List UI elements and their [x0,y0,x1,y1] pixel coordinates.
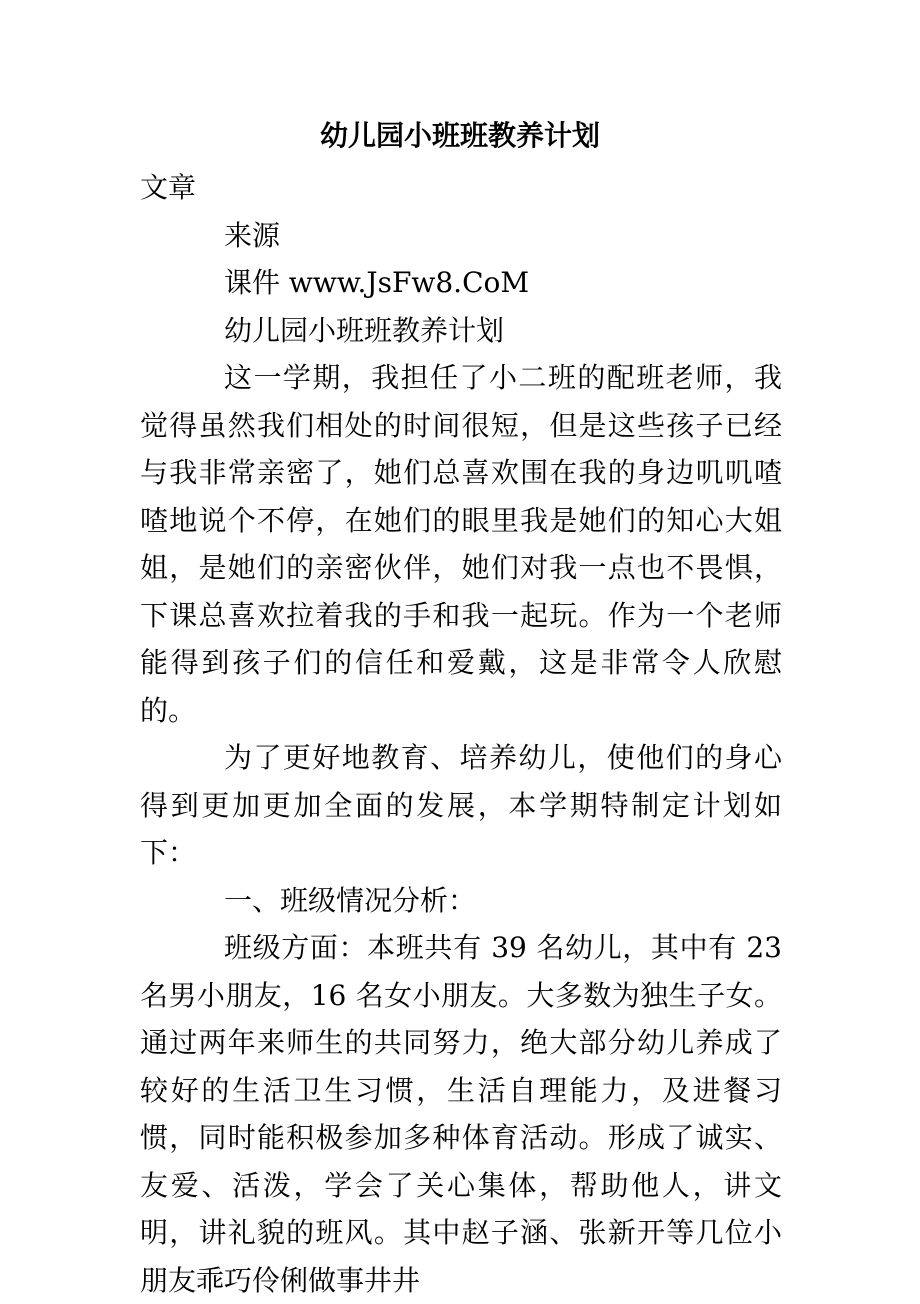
document-title: 幼儿园小班班教养计划 [319,119,600,152]
paragraph-article-label: 文章 [140,171,197,204]
paragraph-source-url: 课件 www.JsFw8.CoM [224,266,530,299]
paragraph-class-overview: 班级方面：本班共有 39 名幼儿，其中有 23 名男小朋友，16 名女小朋友。大多数为独生子女。通过两年来师生的共同努力，绝大部分幼儿养成了较好的生活卫生习惯，生活自理能力，及进餐习惯，同时能积极参加多种体育活动。形成了诚实、友爱、活泼，学会了关心集体，帮助他人，讲文明，讲礼貌的班风。其中赵子涵、张新开等几位小朋友乖巧伶俐做事井井 [140,931,782,1297]
paragraph-purpose: 为了更好地教育、培养幼儿，使他们的身心得到更加更加全面的发展，本学期特制定计划如下： [140,741,782,869]
document-body [140,164,782,1304]
section-heading-class-analysis: 一、班级情况分析： [224,883,477,917]
paragraph-intro: 这一学期，我担任了小二班的配班老师，我觉得虽然我们相处的时间很短，但是这些孩子已经与我非常亲密了，她们总喜欢围在我的身边叽叽喳喳地说个不停，在她们的眼里我是她们的知心大姐姐，是她们的亲密伙伴，她们对我一点也不畏惧，下课总喜欢拉着我的手和我一起玩。作为一个老师能得到孩子们的信任和爱戴，这是非常令人欣慰的。 [140,361,782,727]
paragraph-source-label: 来源 [224,218,281,252]
paragraph-subtitle: 幼儿园小班班教养计划 [224,313,505,347]
